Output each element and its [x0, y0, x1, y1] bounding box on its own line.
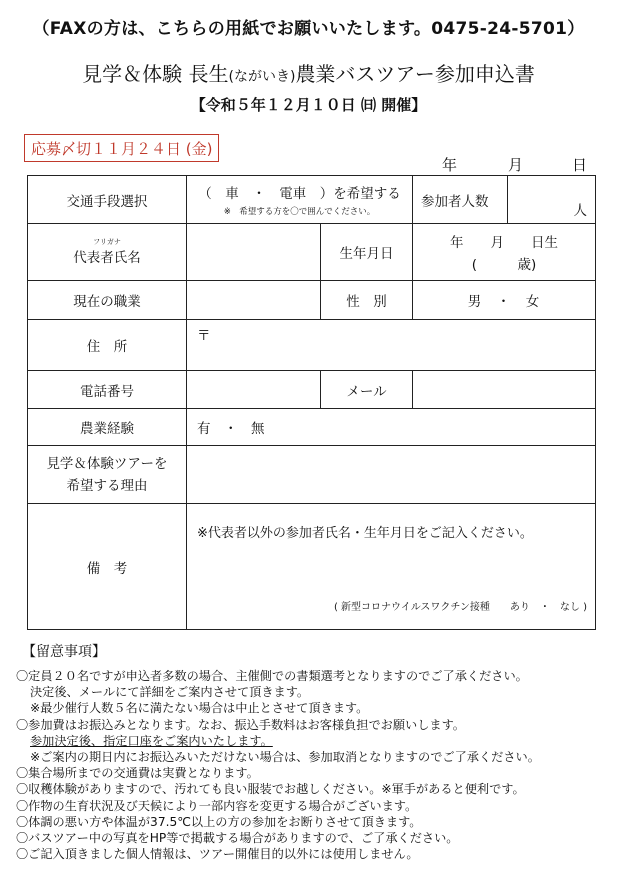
fax-instruction: （FAXの方は、こちらの用紙でお願いいたします。0475-24-5701）	[32, 19, 585, 39]
title-prefix: 見学＆体験 長生	[82, 62, 229, 86]
note-line: 〇作物の生育状況及び天候により一部内容を変更する場合がございます。	[16, 798, 418, 813]
phone-label: 電話番号	[28, 371, 187, 409]
application-form	[27, 175, 596, 630]
remarks-field[interactable]	[187, 504, 596, 630]
event-date: 【令和５年１２月１０日 ㈰ 開催】	[190, 96, 427, 114]
page-title	[0, 58, 617, 87]
job-label: 現在の職業	[28, 281, 187, 320]
gender-label: 性 別	[321, 281, 413, 320]
note-line: 〇体調の悪い方や体温が37.5℃以上の方の参加をお断りさせて頂きます。	[16, 814, 422, 829]
contact-row	[28, 371, 596, 409]
phone-field[interactable]	[187, 371, 321, 409]
rep-name-field[interactable]	[187, 224, 321, 281]
mail-label: メール	[321, 371, 413, 409]
title-suffix: 農業バスツアー参加申込書	[295, 62, 535, 86]
participants-label: 参加者人数	[413, 176, 508, 224]
reason-label	[28, 446, 187, 504]
postal-mark: 〒	[197, 328, 211, 344]
birth-label: 生年月日	[321, 224, 413, 281]
note-line: 〇集合場所までの交通費は実費となります。	[16, 766, 259, 781]
note-line: 〇ご記入頂きました個人情報は、ツアー開催目的以外には使用しません。	[16, 847, 419, 862]
transport-choice[interactable]	[187, 176, 413, 224]
farm-exp-choice[interactable]: 有 ・ 無	[187, 409, 596, 446]
note-line: 参加決定後、指定口座をご案内いたします。	[30, 733, 273, 748]
reason-label-line2: 希望する理由	[66, 477, 148, 494]
participants-unit: 人	[573, 203, 587, 219]
date-day: 日	[572, 156, 588, 174]
address-label: 住 所	[28, 320, 187, 371]
address-field[interactable]	[187, 320, 596, 371]
job-row	[28, 281, 596, 320]
note-line: 決定後、メールにて詳細をご案内させて頂きます。	[30, 685, 310, 700]
birth-age-line: ( 歳)	[471, 257, 537, 273]
reason-field[interactable]	[187, 446, 596, 504]
reason-label-line1: 見学＆体験ツアーを	[46, 455, 168, 472]
farm-exp-row	[28, 409, 596, 446]
rep-row	[28, 224, 596, 281]
title-reading: (ながいき)	[228, 69, 296, 85]
date-month: 月	[508, 156, 524, 174]
note-line: 〇定員２０名ですが申込者多数の場合、主催側での書類選考となりますのでご了承ください。	[16, 669, 528, 683]
rep-furigana: フリガナ	[93, 238, 121, 246]
note-line: ※最少催行人数５名に満たない場合は中止とさせて頂きます。	[30, 701, 369, 716]
transport-note: ※ 希望する方を〇で囲んでください。	[223, 207, 376, 217]
note-line: 〇収穫体験がありますので、汚れても良い服装でお越しください。※軍手があると便利です。	[16, 782, 525, 797]
remarks-note: ※代表者以外の参加者氏名・生年月日をご記入ください。	[197, 526, 533, 541]
deadline-box: 応募〆切１１月２４日 (金)	[24, 134, 219, 162]
birth-date-line: 年 月 日生	[450, 235, 558, 251]
address-row	[28, 320, 596, 371]
transport-label: 交通手段選択	[28, 176, 187, 224]
rep-name-label: 代表者氏名	[73, 250, 141, 266]
transport-options[interactable]: （ 車 ・ 電車 ）を希望する	[198, 186, 401, 202]
farm-exp-label: 農業経験	[28, 409, 187, 446]
participants-field[interactable]	[508, 176, 596, 224]
mail-field[interactable]	[413, 371, 596, 409]
gender-choice[interactable]: 男 ・ 女	[413, 281, 596, 320]
reason-row	[28, 446, 596, 504]
note-line: 〇バスツアー中の写真をHP等で掲載する場合がありますので、ご了承ください。	[16, 831, 459, 846]
notes-list	[16, 668, 616, 862]
date-year: 年	[442, 156, 458, 174]
transport-row	[28, 176, 596, 224]
note-line: 〇参加費はお振込みとなります。なお、振込手数料はお客様負担でお願いします。	[16, 717, 465, 732]
vaccine-choice[interactable]: ( 新型コロナウイルスワクチン接種 あり ・ なし )	[333, 602, 587, 613]
remarks-label: 備 考	[28, 504, 187, 630]
rep-name-label-cell	[28, 224, 187, 281]
notes-title: 【留意事項】	[22, 644, 106, 660]
job-field[interactable]	[187, 281, 321, 320]
remarks-row	[28, 504, 596, 630]
birth-field[interactable]	[413, 224, 596, 281]
note-line: ※ご案内の期日内にお振込みいただけない場合は、参加取消となりますのでご了承ください。	[30, 750, 540, 765]
